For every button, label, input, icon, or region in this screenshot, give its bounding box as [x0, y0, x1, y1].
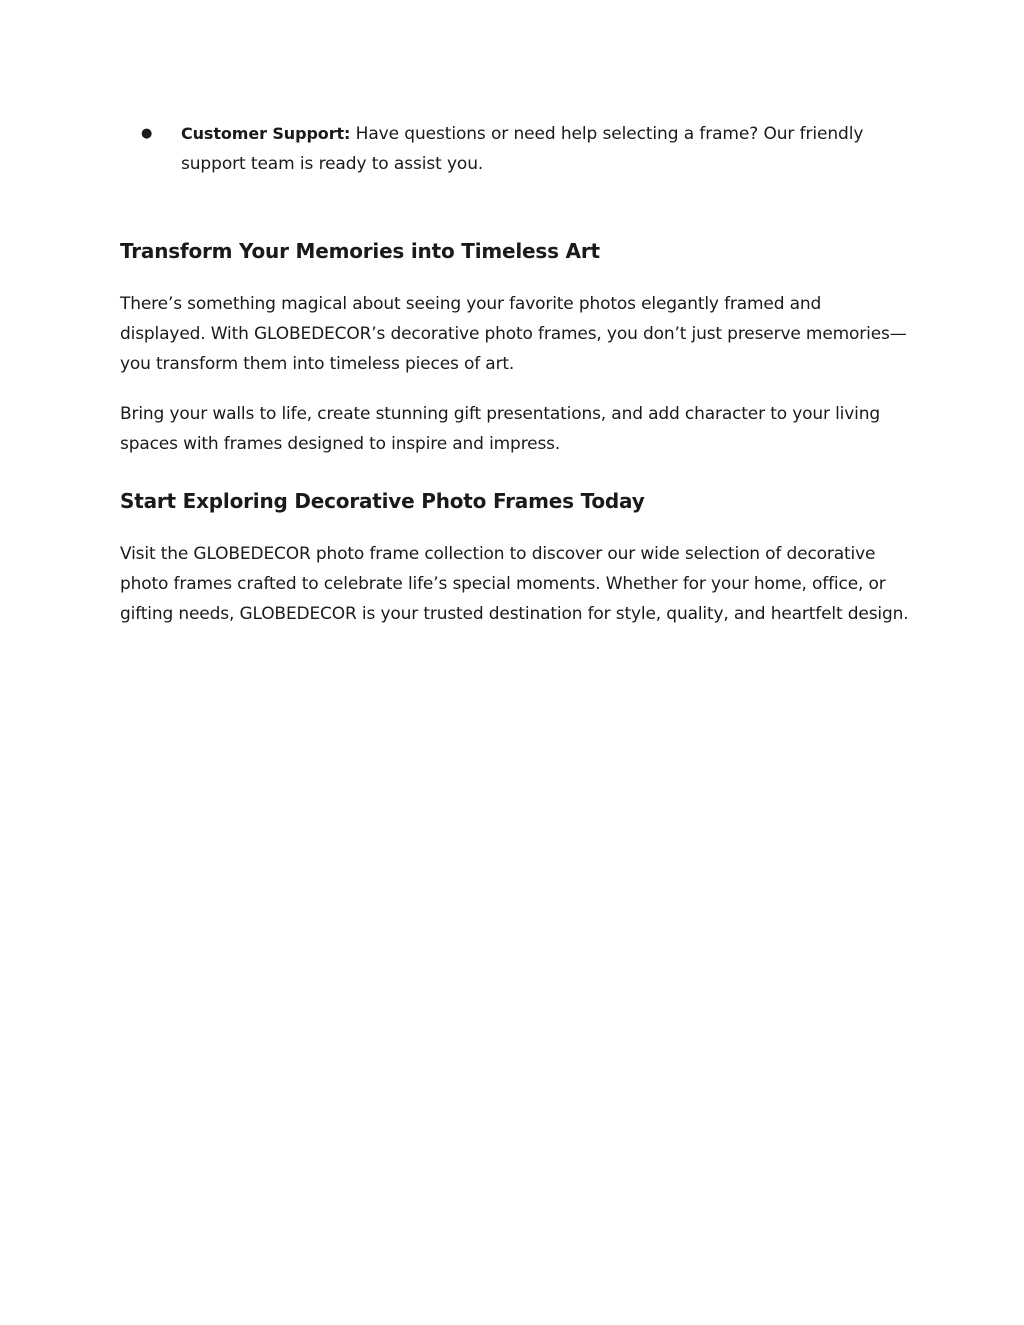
- section-heading-transform: Transform Your Memories into Timeless Art: [120, 239, 600, 263]
- paragraph: Visit the GLOBEDECOR photo frame collection to discover our wide selection of decorative photo frames crafted to celebrate life’s special moments. Whether for your home, office, or gifting needs, GLOBEDECOR is your trusted destination for style, quality, and heartfelt design.: [120, 544, 909, 624]
- section-heading-explore: Start Exploring Decorative Photo Frames Today: [120, 489, 645, 513]
- bullet-text: Have questions or need help selecting a frame? Our friendly support team is ready to assist you.: [181, 124, 864, 174]
- bullet-list: [120, 119, 910, 179]
- paragraph: Bring your walls to life, create stunning gift presentations, and add character to your living spaces with frames designed to inspire and impress.: [120, 404, 881, 454]
- list-item: [120, 119, 910, 179]
- bullet-icon: ●: [141, 126, 153, 141]
- bullet-title: Customer Support:: [181, 124, 351, 143]
- paragraph: There’s something magical about seeing your favorite photos elegantly framed and displayed. With GLOBEDECOR’s decorative photo frames, you don’t just preserve memories—you transform them into timeless pieces of art.: [120, 294, 907, 374]
